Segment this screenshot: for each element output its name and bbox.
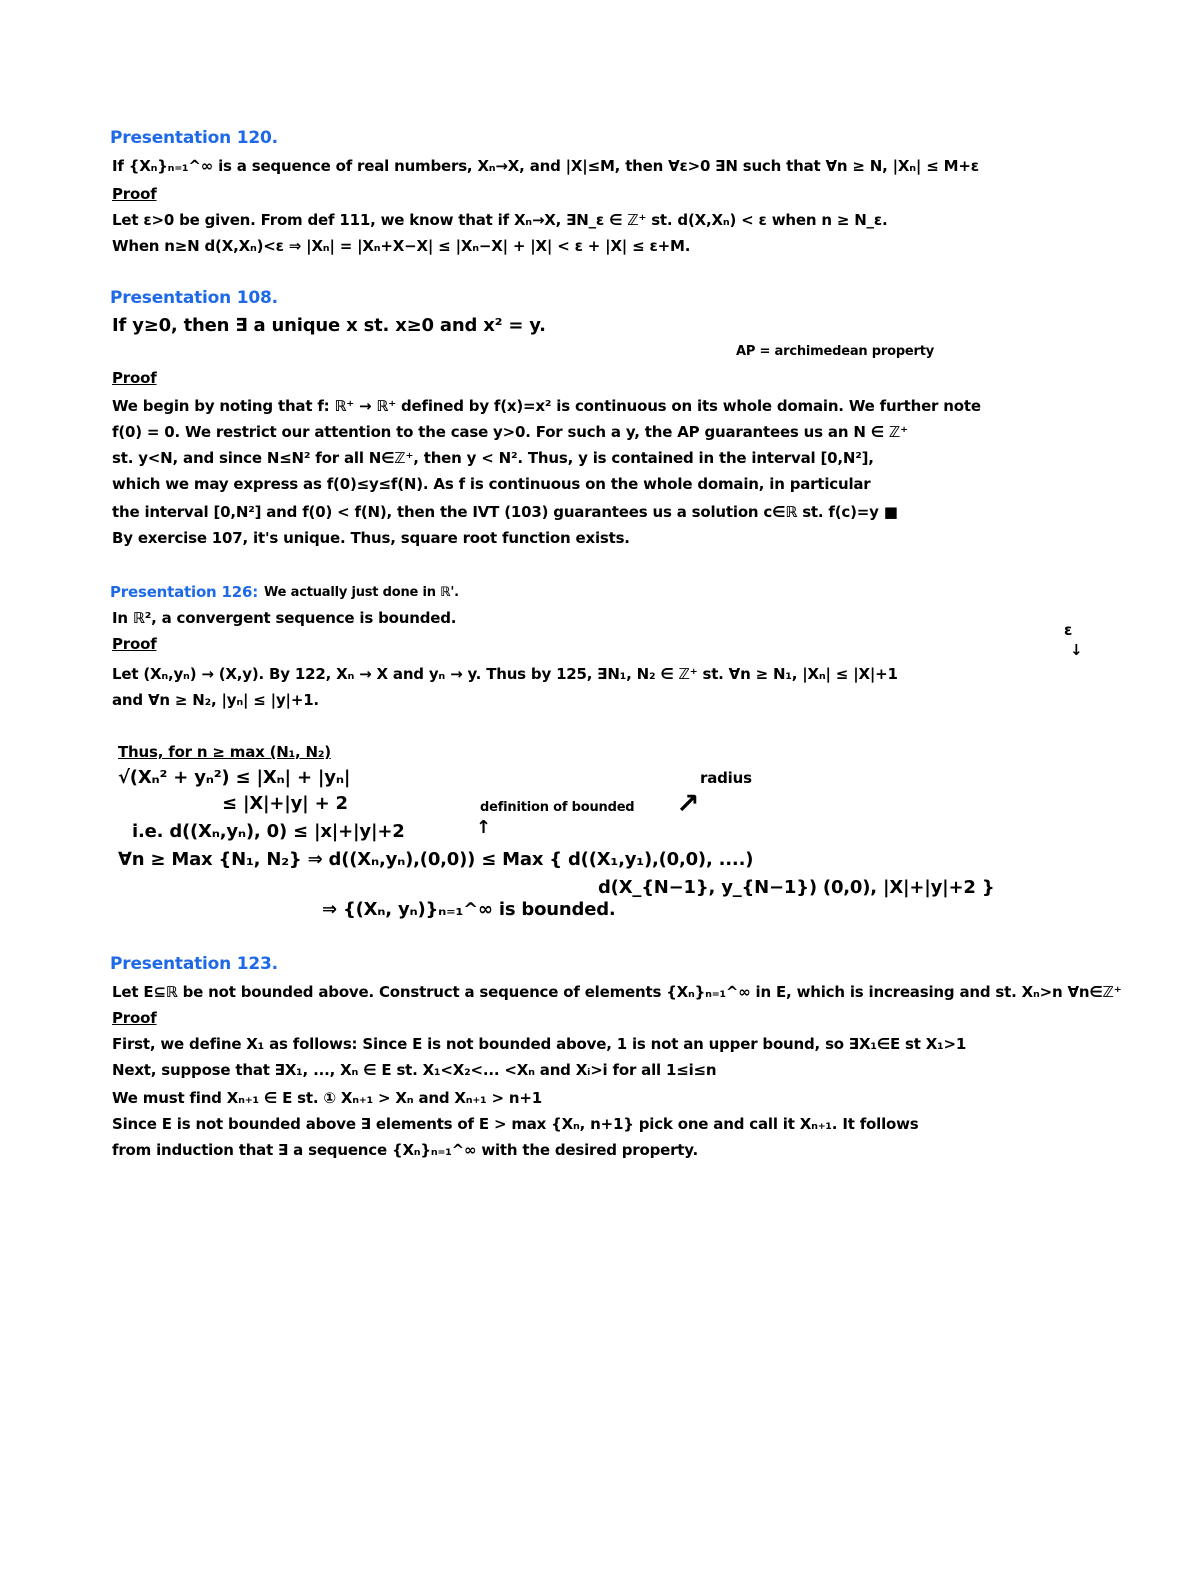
proof-123-line-4: Since E is not bounded above ∃ elements of E > max {Xₙ, n+1} pick one and call it Xₙ₊₁. It follows (112, 1115, 919, 1133)
statement-123: Let E⊆ℝ be not bounded above. Construct a sequence of elements {Xₙ}ₙ₌₁^∞ in E, which is increasing and st. Xₙ>n ∀n∈ℤ⁺ (112, 983, 1122, 1001)
proof-108-line-3: st. y<N, and since N≤N² for all N∈ℤ⁺, then y < N². Thus, y is contained in the interval [0,N²], (112, 449, 874, 467)
proof-126-line-2: and ∀n ≥ N₂, |yₙ| ≤ |y|+1. (112, 691, 319, 709)
proof-123-line-2: Next, suppose that ∃X₁, ..., Xₙ ∈ E st. X₁<X₂<... <Xₙ and Xᵢ>i for all 1≤i≤n (112, 1061, 717, 1079)
note-archimedean: AP = archimedean property (736, 344, 935, 359)
slant-arrow: ↗ (676, 787, 700, 820)
proof-120-line-1: Let ε>0 be given. From def 111, we know that if Xₙ→X, ∃N_ε ∈ ℤ⁺ st. d(X,Xₙ) < ε when n ≥ N_ε. (112, 211, 888, 229)
proof-108-line-2: f(0) = 0. We restrict our attention to the case y>0. For such a y, the AP guarantees us an N ∈ ℤ⁺ (112, 423, 908, 441)
proof-123-line-1: First, we define X₁ as follows: Since E is not bounded above, 1 is not an upper bound, so ∃X₁∈E st X₁>1 (112, 1035, 967, 1053)
proof-108-line-5: the interval [0,N²] and f(0) < f(N), then the IVT (103) guarantees us a solution c∈ℝ st. f(c)=y ■ (112, 503, 898, 521)
inequality-2: ≤ |X|+|y| + 2 (222, 793, 348, 814)
heading-presentation-123: Presentation 123. (110, 954, 278, 974)
max-line-2: d(X_{N−1}, y_{N−1}) (0,0), |X|+|y|+2 } (598, 877, 995, 898)
annotation-definition-bounded: definition of bounded (480, 800, 635, 815)
statement-120: If {Xₙ}ₙ₌₁^∞ is a sequence of real numbers, Xₙ→X, and |X|≤M, then ∀ε>0 ∃N such that ∀n ≥ N, |Xₙ| ≤ M+ε (112, 157, 979, 175)
annotation-radius: radius (700, 769, 752, 787)
heading-presentation-126: Presentation 126: (110, 583, 259, 601)
max-line-1: ∀n ≥ Max {N₁, N₂} ⇒ d((Xₙ,yₙ),(0,0)) ≤ Max { d((X₁,y₁),(0,0), ....) (118, 849, 754, 870)
proof-108-line-4: which we may express as f(0)≤y≤f(N). As f is continuous on the whole domain, in particular (112, 475, 871, 493)
inequality-3: i.e. d((Xₙ,yₙ), 0) ≤ |x|+|y|+2 (132, 821, 405, 842)
heading-presentation-108: Presentation 108. (110, 288, 278, 308)
epsilon-mark: ε (1064, 621, 1073, 639)
proof-label-123: Proof (112, 1009, 157, 1027)
statement-108: If y≥0, then ∃ a unique x st. x≥0 and x² = y. (112, 315, 546, 336)
proof-123-line-5: from induction that ∃ a sequence {Xₙ}ₙ₌₁^∞ with the desired property. (112, 1141, 698, 1159)
proof-108-line-6: By exercise 107, it's unique. Thus, square root function exists. (112, 529, 630, 547)
proof-120-line-2: When n≥N d(X,Xₙ)<ε ⇒ |Xₙ| = |Xₙ+X−X| ≤ |Xₙ−X| + |X| < ε + |X| ≤ ε+M. (112, 237, 691, 255)
conclusion-126: ⇒ {(Xₙ, yₙ)}ₙ₌₁^∞ is bounded. (322, 899, 616, 920)
proof-label-126: Proof (112, 635, 157, 653)
proof-label-120: Proof (112, 185, 157, 203)
statement-126: In ℝ², a convergent sequence is bounded. (112, 609, 457, 627)
down-arrow: ↓ (1070, 641, 1083, 659)
proof-label-108: Proof (112, 369, 157, 387)
heading-presentation-120: Presentation 120. (110, 128, 278, 148)
proof-108-line-1: We begin by noting that f: ℝ⁺ → ℝ⁺ defined by f(x)=x² is continuous on its whole domain. We further note (112, 397, 981, 415)
proof-126-line-1: Let (Xₙ,yₙ) → (X,y). By 122, Xₙ → X and yₙ → y. Thus by 125, ∃N₁, N₂ ∈ ℤ⁺ st. ∀n ≥ N₁, |Xₙ| ≤ |X|+1 (112, 665, 898, 683)
inequality-1: √(Xₙ² + yₙ²) ≤ |Xₙ| + |yₙ| (118, 767, 351, 788)
proof-123-line-3: We must find Xₙ₊₁ ∈ E st. ① Xₙ₊₁ > Xₙ and Xₙ₊₁ > n+1 (112, 1089, 542, 1107)
up-arrow: ↑ (476, 817, 491, 838)
heading-note-126: We actually just done in ℝ'. (264, 585, 459, 600)
thus-line: Thus, for n ≥ max (N₁, N₂) (118, 743, 331, 761)
